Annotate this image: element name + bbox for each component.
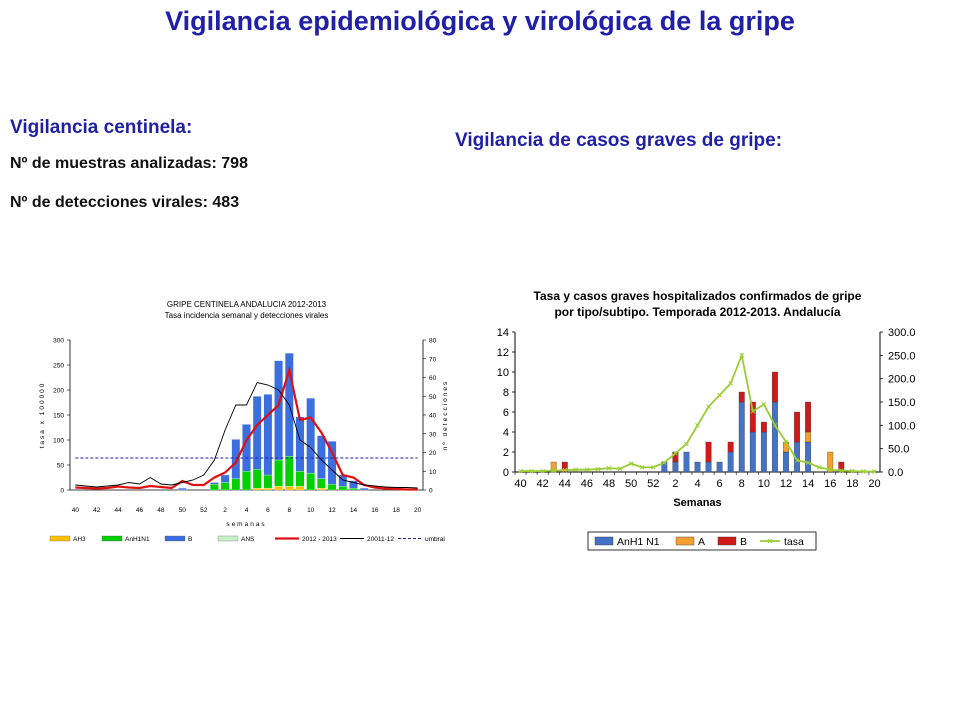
- y2-tick-label: 200.0: [888, 373, 916, 386]
- bar-b: [307, 398, 315, 473]
- y-tick-label: 14: [496, 327, 509, 339]
- x-tick-label: 8: [287, 507, 292, 514]
- bar-anh1n1: [349, 488, 357, 490]
- legend-swatch: [50, 536, 70, 541]
- bar-anh1n1: [221, 483, 229, 491]
- bar-b: [794, 412, 800, 442]
- y2-tick-label: 50: [429, 393, 437, 401]
- y2-tick-label: 0: [429, 487, 433, 495]
- y-tick-label: 300: [53, 337, 64, 345]
- x-tick-label: 52: [200, 507, 208, 514]
- bar-anh1n1: [739, 402, 745, 472]
- x-tick-label: 46: [135, 507, 144, 514]
- legend-swatch: [595, 537, 613, 545]
- x-tick-label: 50: [625, 478, 638, 490]
- x-tick-label: 42: [536, 478, 549, 490]
- chart-title: GRIPE CENTINELA ANDALUCIA 2012-2013: [166, 300, 327, 309]
- bar-b: [739, 392, 745, 402]
- bar-anh1n1: [210, 484, 218, 490]
- x-tick-label: 50: [178, 507, 186, 514]
- bar-ah3: [274, 486, 282, 490]
- bar-anh1n1: [285, 456, 293, 486]
- bar-anh1n1: [772, 402, 778, 472]
- bar-b: [232, 439, 240, 478]
- x-tick-label: 14: [801, 478, 815, 490]
- bar-b: [274, 361, 282, 460]
- bar-b: [772, 372, 778, 402]
- bar-anh1n1: [706, 462, 712, 472]
- legend-swatch: [102, 536, 122, 541]
- severe-heading: Vigilancia de casos graves de gripe:: [455, 130, 783, 151]
- bar-b: [264, 394, 272, 475]
- chart-title: Tasa y casos graves hospitalizados confirmados de gripe: [533, 289, 862, 303]
- bar-anh1n1: [232, 479, 240, 490]
- bar-anh1n1: [274, 460, 282, 486]
- x-tick-label: 18: [846, 478, 859, 490]
- x-tick-label: 16: [371, 507, 379, 514]
- y2-tick-label: 250.0: [888, 350, 916, 363]
- y-axis-label: tasa x 100000: [39, 381, 46, 449]
- bar-b: [728, 442, 734, 452]
- x-axis-label: semanas: [226, 521, 267, 528]
- y2-tick-label: 40: [429, 412, 437, 420]
- y-tick-label: 2: [502, 447, 509, 459]
- legend-swatch: [676, 537, 694, 545]
- severe-cases-chart: [480, 283, 940, 558]
- y2-tick-label: 70: [429, 356, 437, 364]
- x-tick-label: 40: [71, 507, 79, 514]
- bar-ah3: [296, 486, 304, 490]
- y2-tick-label: 10: [429, 468, 437, 476]
- legend-swatch: [218, 536, 238, 541]
- bar-anh1n1: [328, 484, 336, 490]
- chart-subtitle: Tasa incidencia semanal y detecciones virales: [164, 311, 329, 320]
- x-tick-label: 6: [716, 478, 723, 490]
- bar-ah3: [264, 488, 272, 490]
- x-tick-label: 6: [266, 507, 270, 514]
- bar-b: [805, 402, 811, 432]
- bar-anh1n1: [307, 473, 315, 490]
- bar-anh1n1: [673, 462, 679, 472]
- legend-label: umbral: [425, 536, 445, 543]
- legend-label: tasa: [784, 536, 804, 548]
- x-tick-label: 2: [223, 507, 227, 514]
- x-tick-label: 44: [558, 478, 571, 490]
- y-tick-label: 8: [502, 387, 509, 399]
- y-tick-label: 6: [502, 407, 509, 419]
- x-tick-label: 14: [349, 507, 358, 514]
- sentinel-chart: [30, 295, 475, 555]
- bar-b: [296, 417, 304, 471]
- x-tick-label: 40: [514, 478, 527, 490]
- series-line-tasa: [521, 355, 875, 471]
- bar-anh1n1: [783, 452, 789, 472]
- bar-anh1n1: [695, 462, 701, 472]
- page-title: Vigilancia epidemiológica y virológica de la gripe: [165, 6, 795, 36]
- samples-value: 798: [221, 155, 248, 172]
- y-tick-label: 100: [53, 437, 64, 445]
- x-tick-label: 48: [602, 478, 616, 490]
- bar-anh1n1: [728, 452, 734, 472]
- x-tick-label: 8: [738, 478, 745, 490]
- legend-label: 20011-12: [367, 536, 394, 543]
- y2-axis-label: nº detecciones: [442, 379, 449, 451]
- y-tick-label: 250: [53, 362, 64, 370]
- bar-anh1n1: [750, 432, 756, 472]
- bar-anh1n1: [296, 471, 304, 486]
- legend-swatch: [165, 536, 185, 541]
- y-tick-label: 10: [496, 367, 509, 379]
- x-tick-label: 46: [580, 478, 594, 490]
- legend-label: AH3: [73, 536, 86, 543]
- x-tick-label: 4: [244, 507, 249, 514]
- x-tick-label: 10: [757, 478, 770, 490]
- legend-label: ANS: [241, 536, 255, 543]
- bar-anh1n1: [339, 486, 347, 490]
- x-tick-label: 20: [414, 507, 422, 514]
- y2-tick-label: 60: [429, 375, 437, 382]
- x-tick-label: 12: [779, 478, 793, 490]
- legend-label: 2012 - 2013: [302, 536, 337, 543]
- y-tick-label: 12: [496, 347, 509, 359]
- detections-stat: [10, 194, 239, 212]
- x-tick-label: 42: [93, 507, 101, 514]
- detections-label: Nº de detecciones virales:: [10, 194, 208, 211]
- tasa-marker: [718, 393, 722, 397]
- x-tick-label: 10: [307, 507, 315, 514]
- y2-tick-label: 30: [429, 431, 437, 439]
- y2-tick-label: 300.0: [888, 327, 916, 339]
- bar-ah3: [253, 488, 261, 490]
- x-axis-label: Semanas: [673, 497, 722, 509]
- legend-swatch: [718, 537, 736, 545]
- y2-tick-label: 80: [429, 337, 437, 345]
- y2-tick-label: 150.0: [888, 397, 916, 409]
- bar-anh1n1: [761, 432, 767, 472]
- x-tick-label: 4: [694, 478, 701, 490]
- bar-anh1n1: [253, 469, 261, 488]
- legend-label: A: [698, 536, 706, 548]
- bar-anh1n1: [684, 452, 690, 472]
- bar-b: [750, 402, 756, 432]
- x-tick-label: 20: [868, 478, 881, 490]
- bar-a: [805, 432, 811, 442]
- legend-label: B: [740, 536, 748, 548]
- bar-anh1n1: [805, 442, 811, 472]
- y-tick-label: 4: [502, 427, 509, 439]
- bar-anh1n1: [317, 479, 325, 488]
- bar-anh1n1: [264, 475, 272, 488]
- y-tick-label: 0: [60, 487, 64, 495]
- x-tick-label: 18: [392, 507, 400, 514]
- y-tick-label: 200: [53, 387, 64, 395]
- y-tick-label: 50: [56, 462, 64, 470]
- bar-b: [360, 488, 368, 490]
- samples-label: Nº de muestras analizadas:: [10, 155, 217, 172]
- bar-anh1n1: [717, 462, 723, 472]
- y2-tick-label: 0.0: [888, 467, 904, 479]
- legend-label: B: [188, 536, 193, 543]
- x-tick-label: 48: [157, 507, 165, 514]
- x-tick-label: 2: [672, 478, 679, 490]
- x-tick-label: 44: [114, 507, 122, 514]
- x-tick-label: 12: [328, 507, 336, 514]
- bar-b: [761, 422, 767, 432]
- y-tick-label: 150: [53, 412, 64, 420]
- y2-tick-label: 20: [429, 450, 437, 457]
- detections-value: 483: [212, 194, 240, 211]
- bar-b: [178, 488, 186, 490]
- legend-label: AnH1N1: [125, 536, 150, 543]
- y-tick-label: 0: [502, 467, 509, 479]
- chart-subtitle: por tipo/subtipo. Temporada 2012-2013. Andalucía: [554, 305, 841, 319]
- bar-anh1n1: [242, 471, 250, 490]
- sentinel-heading: Vigilancia centinela:: [10, 117, 193, 138]
- y2-tick-label: 50.0: [888, 443, 910, 456]
- bar-ah3: [285, 486, 293, 490]
- bar-b: [221, 475, 229, 483]
- legend-label: AnH1 N1: [617, 536, 660, 548]
- bar-b: [210, 483, 218, 485]
- x-tick-label: 52: [647, 478, 660, 490]
- y2-tick-label: 100.0: [888, 420, 916, 433]
- x-tick-label: 16: [824, 478, 837, 490]
- bar-ah3: [317, 488, 325, 490]
- samples-stat: [10, 155, 248, 173]
- bar-b: [706, 442, 712, 462]
